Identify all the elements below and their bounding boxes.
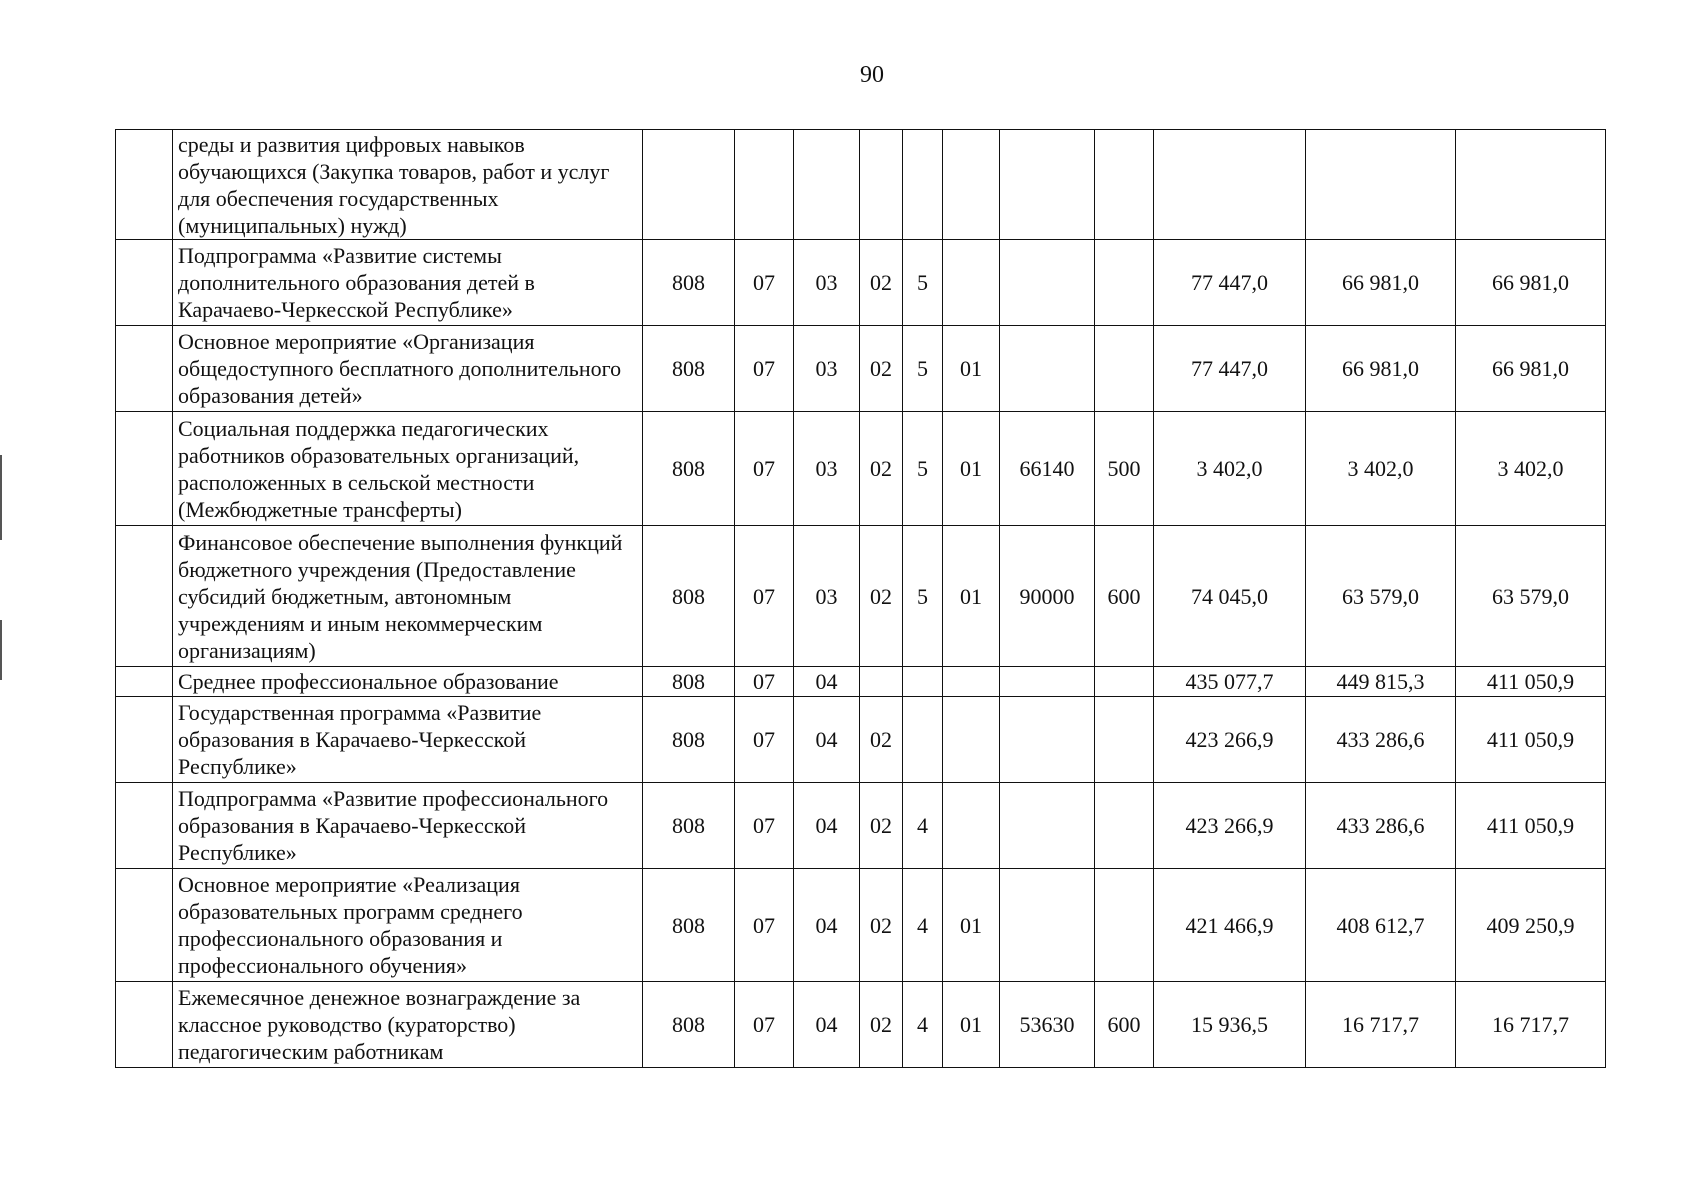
amount-year-2-cell: 433 286,6 (1306, 783, 1456, 869)
direction-code-cell (1000, 697, 1095, 783)
subprogram-code-cell: 4 (903, 783, 943, 869)
item-name-cell: Основное мероприятие «Организация общедоступного бесплатного дополнительного образования детей» (173, 326, 643, 412)
row-number-cell (116, 130, 173, 240)
subsection-code-cell: 04 (794, 667, 860, 697)
amount-year-2-cell: 66 981,0 (1306, 240, 1456, 326)
ministry-code-cell: 808 (643, 526, 735, 667)
item-name-cell: Социальная поддержка педагогических работников образовательных организаций, расположенных в сельской местности (Межбюджетные трансферты) (173, 412, 643, 526)
subsection-code-cell: 03 (794, 526, 860, 667)
program-code-cell: 02 (860, 783, 903, 869)
expense-type-code-cell (1095, 326, 1154, 412)
event-code-cell: 01 (943, 982, 1000, 1068)
expense-type-code-cell: 600 (1095, 982, 1154, 1068)
amount-year-1-cell: 77 447,0 (1154, 240, 1306, 326)
item-name-cell: Ежемесячное денежное вознаграждение за классное руководство (кураторство) педагогическим работникам (173, 982, 643, 1068)
row-number-cell (116, 869, 173, 982)
section-code-cell: 07 (735, 526, 794, 667)
amount-year-1-cell: 423 266,9 (1154, 783, 1306, 869)
row-number-cell (116, 412, 173, 526)
table-row (116, 869, 1606, 982)
amount-year-3-cell: 3 402,0 (1456, 412, 1606, 526)
event-code-cell: 01 (943, 869, 1000, 982)
amount-year-3-cell: 411 050,9 (1456, 697, 1606, 783)
table-row (116, 240, 1606, 326)
program-code-cell (860, 667, 903, 697)
expense-type-code-cell: 500 (1095, 412, 1154, 526)
amount-year-2-cell: 66 981,0 (1306, 326, 1456, 412)
amount-year-2-cell: 408 612,7 (1306, 869, 1456, 982)
subsection-code-cell: 03 (794, 412, 860, 526)
program-code-cell (860, 130, 903, 240)
subprogram-code-cell: 5 (903, 326, 943, 412)
event-code-cell (943, 130, 1000, 240)
section-code-cell: 07 (735, 240, 794, 326)
program-code-cell: 02 (860, 697, 903, 783)
amount-year-3-cell: 411 050,9 (1456, 667, 1606, 697)
item-name-cell: среды и развития цифровых навыков обучающихся (Закупка товаров, работ и услуг для обеспечения государственных (муниципальных) нужд) (173, 130, 643, 240)
amount-year-2-cell: 63 579,0 (1306, 526, 1456, 667)
ministry-code-cell: 808 (643, 412, 735, 526)
direction-code-cell (1000, 240, 1095, 326)
ministry-code-cell: 808 (643, 667, 735, 697)
event-code-cell (943, 240, 1000, 326)
ministry-code-cell: 808 (643, 326, 735, 412)
scan-edge-mark (0, 620, 2, 680)
subsection-code-cell: 03 (794, 240, 860, 326)
row-number-cell (116, 240, 173, 326)
subprogram-code-cell: 4 (903, 869, 943, 982)
amount-year-2-cell (1306, 130, 1456, 240)
row-number-cell (116, 326, 173, 412)
program-code-cell: 02 (860, 526, 903, 667)
amount-year-3-cell: 66 981,0 (1456, 326, 1606, 412)
amount-year-1-cell: 15 936,5 (1154, 982, 1306, 1068)
row-number-cell (116, 982, 173, 1068)
amount-year-3-cell: 16 717,7 (1456, 982, 1606, 1068)
event-code-cell (943, 783, 1000, 869)
amount-year-1-cell: 435 077,7 (1154, 667, 1306, 697)
subprogram-code-cell (903, 697, 943, 783)
amount-year-3-cell: 409 250,9 (1456, 869, 1606, 982)
budget-table (115, 129, 1606, 1068)
subprogram-code-cell: 5 (903, 526, 943, 667)
amount-year-3-cell: 66 981,0 (1456, 240, 1606, 326)
table-row (116, 667, 1606, 697)
direction-code-cell (1000, 783, 1095, 869)
amount-year-2-cell: 3 402,0 (1306, 412, 1456, 526)
direction-code-cell: 53630 (1000, 982, 1095, 1068)
amount-year-1-cell: 421 466,9 (1154, 869, 1306, 982)
amount-year-1-cell (1154, 130, 1306, 240)
section-code-cell: 07 (735, 783, 794, 869)
table-row (116, 326, 1606, 412)
section-code-cell: 07 (735, 697, 794, 783)
program-code-cell: 02 (860, 326, 903, 412)
table-row (116, 783, 1606, 869)
amount-year-1-cell: 74 045,0 (1154, 526, 1306, 667)
expense-type-code-cell: 600 (1095, 526, 1154, 667)
item-name-cell: Государственная программа «Развитие образования в Карачаево-Черкесской Республике» (173, 697, 643, 783)
direction-code-cell: 66140 (1000, 412, 1095, 526)
subprogram-code-cell: 5 (903, 240, 943, 326)
direction-code-cell (1000, 869, 1095, 982)
ministry-code-cell (643, 130, 735, 240)
ministry-code-cell: 808 (643, 982, 735, 1068)
table-row (116, 526, 1606, 667)
amount-year-3-cell (1456, 130, 1606, 240)
subsection-code-cell: 04 (794, 697, 860, 783)
amount-year-2-cell: 16 717,7 (1306, 982, 1456, 1068)
item-name-cell: Финансовое обеспечение выполнения функций бюджетного учреждения (Предоставление субсидий бюджетным, автономным учреждениям и иным некоммерческим организациям) (173, 526, 643, 667)
expense-type-code-cell (1095, 130, 1154, 240)
expense-type-code-cell (1095, 869, 1154, 982)
section-code-cell: 07 (735, 869, 794, 982)
event-code-cell (943, 697, 1000, 783)
table-row (116, 982, 1606, 1068)
section-code-cell: 07 (735, 982, 794, 1068)
event-code-cell: 01 (943, 326, 1000, 412)
subsection-code-cell: 04 (794, 783, 860, 869)
expense-type-code-cell (1095, 783, 1154, 869)
subsection-code-cell: 04 (794, 869, 860, 982)
program-code-cell: 02 (860, 240, 903, 326)
section-code-cell (735, 130, 794, 240)
ministry-code-cell: 808 (643, 783, 735, 869)
subsection-code-cell: 03 (794, 326, 860, 412)
ministry-code-cell: 808 (643, 240, 735, 326)
event-code-cell (943, 667, 1000, 697)
item-name-cell: Основное мероприятие «Реализация образовательных программ среднего профессионального образования и профессионального обучения» (173, 869, 643, 982)
program-code-cell: 02 (860, 982, 903, 1068)
section-code-cell: 07 (735, 412, 794, 526)
section-code-cell: 07 (735, 326, 794, 412)
table-row (116, 130, 1606, 240)
amount-year-2-cell: 433 286,6 (1306, 697, 1456, 783)
amount-year-1-cell: 423 266,9 (1154, 697, 1306, 783)
scan-edge-mark (0, 455, 2, 540)
page-number: 90 (860, 62, 884, 88)
expense-type-code-cell (1095, 240, 1154, 326)
direction-code-cell (1000, 326, 1095, 412)
table-row (116, 697, 1606, 783)
subprogram-code-cell: 5 (903, 412, 943, 526)
direction-code-cell (1000, 667, 1095, 697)
row-number-cell (116, 697, 173, 783)
ministry-code-cell: 808 (643, 869, 735, 982)
program-code-cell: 02 (860, 869, 903, 982)
event-code-cell: 01 (943, 526, 1000, 667)
item-name-cell: Подпрограмма «Развитие системы дополнительного образования детей в Карачаево-Черкесской Республике» (173, 240, 643, 326)
program-code-cell: 02 (860, 412, 903, 526)
row-number-cell (116, 526, 173, 667)
amount-year-2-cell: 449 815,3 (1306, 667, 1456, 697)
item-name-cell: Подпрограмма «Развитие профессионального образования в Карачаево-Черкесской Республике» (173, 783, 643, 869)
amount-year-1-cell: 77 447,0 (1154, 326, 1306, 412)
amount-year-3-cell: 411 050,9 (1456, 783, 1606, 869)
subsection-code-cell: 04 (794, 982, 860, 1068)
table-row (116, 412, 1606, 526)
ministry-code-cell: 808 (643, 697, 735, 783)
direction-code-cell: 90000 (1000, 526, 1095, 667)
expense-type-code-cell (1095, 697, 1154, 783)
subprogram-code-cell (903, 667, 943, 697)
expense-type-code-cell (1095, 667, 1154, 697)
section-code-cell: 07 (735, 667, 794, 697)
row-number-cell (116, 667, 173, 697)
amount-year-3-cell: 63 579,0 (1456, 526, 1606, 667)
direction-code-cell (1000, 130, 1095, 240)
subprogram-code-cell: 4 (903, 982, 943, 1068)
subsection-code-cell (794, 130, 860, 240)
item-name-cell: Среднее профессиональное образование (173, 667, 643, 697)
row-number-cell (116, 783, 173, 869)
amount-year-1-cell: 3 402,0 (1154, 412, 1306, 526)
event-code-cell: 01 (943, 412, 1000, 526)
subprogram-code-cell (903, 130, 943, 240)
